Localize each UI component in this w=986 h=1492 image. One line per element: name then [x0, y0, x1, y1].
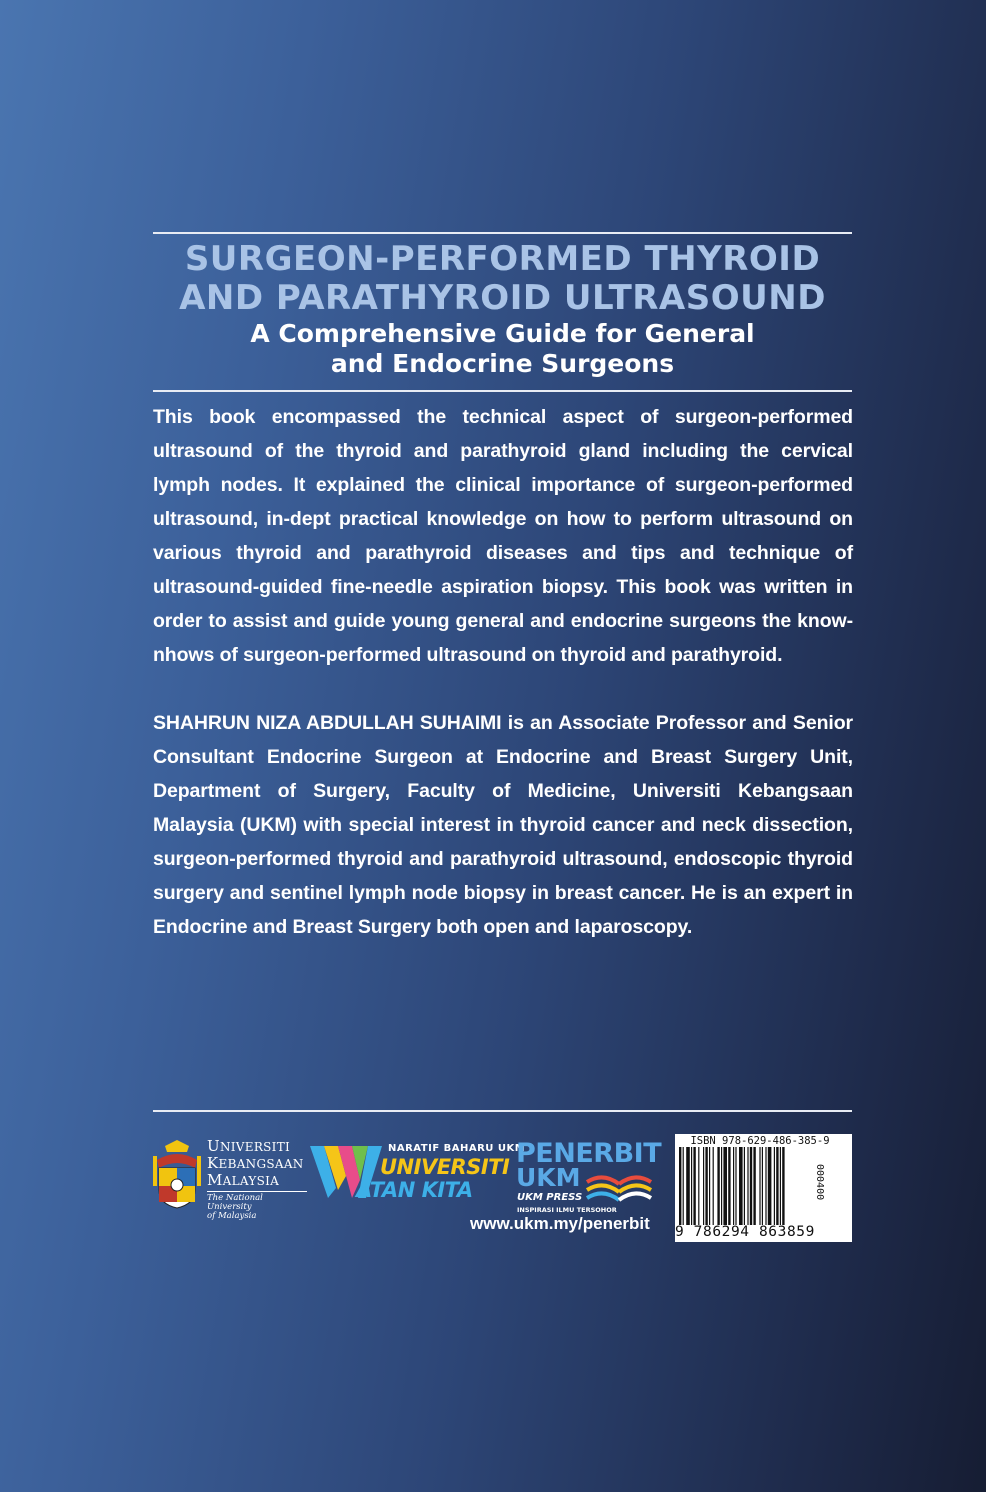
book-blurb: This book encompassed the technical aspect of surgeon-performed ultrasound of the thyroid and parathyroid gland including the cervical lymph nodes. It explained the clinical importance of surgeon-performed ultrasound, in-dept practical knowledge on how to perform ultrasound on various thyroid and parathyroid diseases and tips and technique of ultrasound-guided fine-needle aspiration biopsy. This book was written in order to assist and guide young general and endocrine surgeons the know-nhows of surgeon-performed ultrasound on thyroid and parathyroid.: [153, 406, 853, 666]
ukm-crest-icon: [151, 1138, 203, 1210]
penerbit-ukm-logo: PENERBIT UKM UKM PRESS INSPIRASI ILMU TERSOHOR: [516, 1138, 662, 1214]
book-title-line-1: SURGEON-PERFORMED THYROID: [184, 239, 821, 279]
middle-divider: [153, 390, 852, 392]
title-block: [140, 240, 865, 379]
publisher-footer: [0, 1130, 986, 1250]
book-subtitle-line-1: A Comprehensive Guide for General: [250, 319, 755, 348]
ukm-wordmark: UNIVERSITI KEBANGSAAN MALAYSIA The National University of Malaysia: [207, 1138, 307, 1221]
bottom-divider: [153, 1110, 852, 1112]
barcode-digits: 9 786294 863859: [675, 1224, 815, 1240]
author-bio: SHAHRUN NIZA ABDULLAH SUHAIMI is an Associate Professor and Senior Consultant Endocrine Surgeon at Endocrine and Breast Surgery Unit, Department of Surgery, Faculty of Medicine, Universiti Kebangsaan Malaysia (UKM) with special interest in thyroid cancer and neck dissection, surgeon-performed thyroid and parathyroid ultrasound, endoscopic thyroid surgery and sentinel lymph node biopsy in breast cancer. He is an expert in Endocrine and Breast Surgery both open and laparoscopy.: [153, 712, 853, 938]
publisher-website[interactable]: www.ukm.my/penerbit: [470, 1214, 650, 1233]
barcode-addon: 000400: [814, 1164, 825, 1201]
isbn-barcode: [675, 1134, 852, 1242]
book-subtitle-line-2: and Endocrine Surgeons: [330, 349, 675, 378]
book-title-line-2: AND PARATHYROID ULTRASOUND: [179, 278, 826, 318]
ukm-tagline: The National University of Malaysia: [207, 1191, 307, 1221]
open-book-icon: [583, 1170, 655, 1212]
isbn-label: ISBN 978-629-486-385-9: [690, 1135, 830, 1147]
universiti-watan-kita-logo: NARATIF BAHARU UKM UNIVERSITI ATAN KITA: [308, 1140, 503, 1202]
top-divider: [153, 232, 852, 234]
barcode-bars: [679, 1147, 823, 1225]
